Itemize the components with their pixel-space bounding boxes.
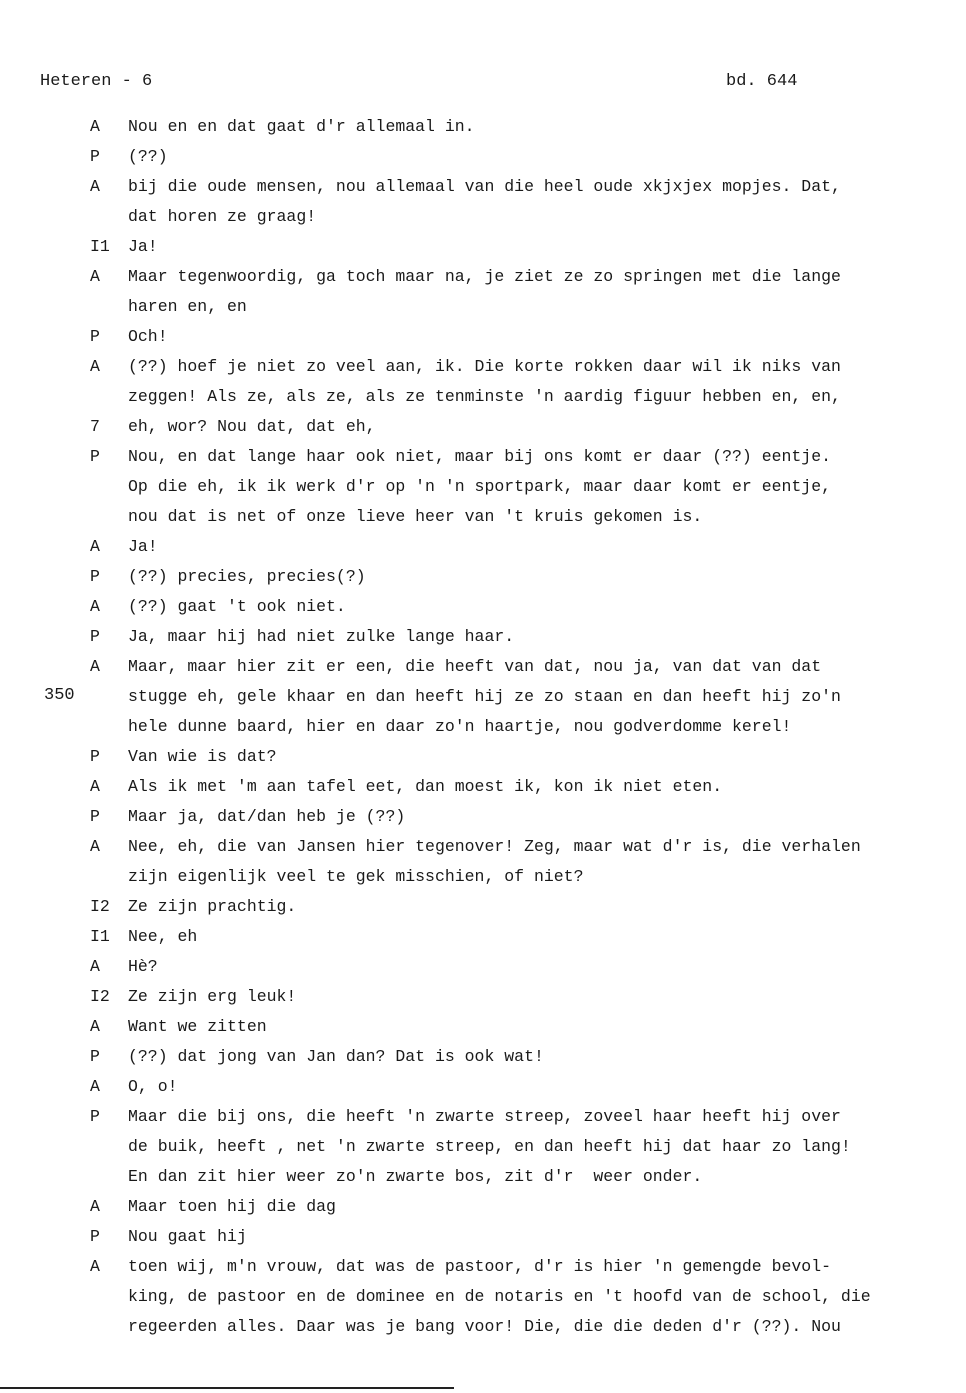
utterance-text: Van wie is dat? [128, 747, 277, 766]
utterance-text: Ja! [128, 237, 158, 256]
utterance-text: dat horen ze graag! [128, 207, 317, 226]
transcript-line [90, 1132, 940, 1162]
transcript-line [90, 802, 940, 832]
transcript-line [90, 472, 940, 502]
transcript-line [90, 322, 940, 352]
transcript-line [90, 592, 940, 622]
speaker-label: A [90, 537, 100, 556]
speaker-label: A [90, 357, 100, 376]
transcript-line [90, 1162, 940, 1192]
utterance-text: zijn eigenlijk veel te gek misschien, of niet? [128, 867, 584, 886]
transcript-line [90, 382, 940, 412]
speaker-label: I2 [90, 897, 110, 916]
transcript-line [90, 742, 940, 772]
speaker-label: A [90, 1077, 100, 1096]
speaker-label: P [90, 567, 100, 586]
speaker-label: A [90, 1017, 100, 1036]
utterance-text: regeerden alles. Daar was je bang voor! Die, die die deden d'r (??). Nou [128, 1317, 841, 1336]
transcript-body [90, 112, 940, 1342]
speaker-label: I2 [90, 987, 110, 1006]
utterance-text: Maar tegenwoordig, ga toch maar na, je ziet ze zo springen met die lange [128, 267, 841, 286]
transcript-line [90, 1312, 940, 1342]
utterance-text: Nee, eh, die van Jansen hier tegenover! Zeg, maar wat d'r is, die verhalen [128, 837, 861, 856]
utterance-text: Och! [128, 327, 168, 346]
speaker-label: A [90, 1257, 100, 1276]
transcript-line [90, 232, 940, 262]
speaker-label: P [90, 1107, 100, 1126]
transcript-line [90, 112, 940, 142]
transcript-line [90, 1102, 940, 1132]
utterance-text: Maar die bij ons, die heeft 'n zwarte streep, zoveel haar heeft hij over [128, 1107, 841, 1126]
speaker-label: A [90, 177, 100, 196]
utterance-text: Maar toen hij die dag [128, 1197, 336, 1216]
transcript-line [90, 832, 940, 862]
transcript-line [90, 352, 940, 382]
speaker-label: I1 [90, 237, 110, 256]
speaker-label: A [90, 597, 100, 616]
utterance-text: (??) dat jong van Jan dan? Dat is ook wat! [128, 1047, 544, 1066]
utterance-text: Ja! [128, 537, 158, 556]
header-page-number: bd. 644 [726, 72, 798, 91]
speaker-label: P [90, 627, 100, 646]
utterance-text: Ja, maar hij had niet zulke lange haar. [128, 627, 515, 646]
speaker-label: P [90, 807, 100, 826]
utterance-text: Nou en en dat gaat d'r allemaal in. [128, 117, 475, 136]
transcript-line [90, 412, 940, 442]
utterance-text: Nou gaat hij [128, 1227, 247, 1246]
transcript-line [90, 862, 940, 892]
speaker-label: P [90, 1047, 100, 1066]
transcript-line [90, 502, 940, 532]
utterance-text: (??) precies, precies(?) [128, 567, 366, 586]
speaker-label: A [90, 777, 100, 796]
utterance-text: Maar ja, dat/dan heb je (??) [128, 807, 406, 826]
utterance-text: Hè? [128, 957, 158, 976]
transcript-line [90, 202, 940, 232]
speaker-label: A [90, 957, 100, 976]
utterance-text: Ze zijn erg leuk! [128, 987, 297, 1006]
speaker-label: P [90, 1227, 100, 1246]
transcript-line [90, 292, 940, 322]
utterance-text: En dan zit hier weer zo'n zwarte bos, zit d'r weer onder. [128, 1167, 703, 1186]
transcript-line [90, 172, 940, 202]
transcript-line [90, 922, 940, 952]
transcript-line [90, 772, 940, 802]
utterance-text: (??) hoef je niet zo veel aan, ik. Die korte rokken daar wil ik niks van [128, 357, 841, 376]
utterance-text: hele dunne baard, hier en daar zo'n haartje, nou godverdomme kerel! [128, 717, 792, 736]
transcript-line [90, 1072, 940, 1102]
utterance-text: bij die oude mensen, nou allemaal van die heel oude xkjxjex mopjes. Dat, [128, 177, 841, 196]
utterance-text: nou dat is net of onze lieve heer van 't kruis gekomen is. [128, 507, 703, 526]
header-location: Heteren - 6 [40, 72, 153, 91]
utterance-text: Want we zitten [128, 1017, 267, 1036]
utterance-text: Nee, eh [128, 927, 198, 946]
transcript-line [90, 1252, 940, 1282]
utterance-text: (??) [128, 147, 168, 166]
utterance-text: stugge eh, gele khaar en dan heeft hij ze zo staan en dan heeft hij zo'n [128, 687, 841, 706]
transcript-line [90, 622, 940, 652]
transcript-line [90, 1192, 940, 1222]
transcript-line [90, 1012, 940, 1042]
speaker-label: A [90, 1197, 100, 1216]
utterance-text: Als ik met 'm aan tafel eet, dan moest ik, kon ik niet eten. [128, 777, 723, 796]
transcript-line [90, 262, 940, 292]
footer-rule [0, 1387, 454, 1389]
speaker-label: A [90, 117, 100, 136]
utterance-text: haren en, en [128, 297, 247, 316]
utterance-text: eh, wor? Nou dat, dat eh, [128, 417, 376, 436]
utterance-text: zeggen! Als ze, als ze, als ze tenminste 'n aardig figuur hebben en, en, [128, 387, 841, 406]
transcript-line [90, 682, 940, 712]
speaker-label: 7 [90, 417, 100, 436]
transcript-line [90, 532, 940, 562]
speaker-label: P [90, 447, 100, 466]
transcript-line [90, 952, 940, 982]
transcript-line [90, 1282, 940, 1312]
speaker-label: I1 [90, 927, 110, 946]
transcript-line [90, 982, 940, 1012]
speaker-label: P [90, 147, 100, 166]
utterance-text: king, de pastoor en de dominee en de notaris en 't hoofd van de school, die [128, 1287, 871, 1306]
speaker-label: P [90, 747, 100, 766]
speaker-label: P [90, 327, 100, 346]
transcript-line [90, 712, 940, 742]
transcript-line [90, 562, 940, 592]
transcript-line [90, 892, 940, 922]
speaker-label: A [90, 657, 100, 676]
transcript-line [90, 442, 940, 472]
utterance-text: Ze zijn prachtig. [128, 897, 297, 916]
transcript-line [90, 1222, 940, 1252]
utterance-text: (??) gaat 't ook niet. [128, 597, 346, 616]
utterance-text: de buik, heeft , net 'n zwarte streep, en dan heeft hij dat haar zo lang! [128, 1137, 851, 1156]
transcript-line [90, 142, 940, 172]
utterance-text: Nou, en dat lange haar ook niet, maar bij ons komt er daar (??) eentje. [128, 447, 832, 466]
utterance-text: O, o! [128, 1077, 178, 1096]
margin-line-number: 350 [44, 686, 75, 705]
utterance-text: toen wij, m'n vrouw, dat was de pastoor, d'r is hier 'n gemengde bevol- [128, 1257, 832, 1276]
transcript-line [90, 1042, 940, 1072]
utterance-text: Op die eh, ik ik werk d'r op 'n 'n sportpark, maar daar komt er eentje, [128, 477, 832, 496]
transcript-line [90, 652, 940, 682]
utterance-text: Maar, maar hier zit er een, die heeft van dat, nou ja, van dat van dat [128, 657, 822, 676]
speaker-label: A [90, 267, 100, 286]
speaker-label: A [90, 837, 100, 856]
